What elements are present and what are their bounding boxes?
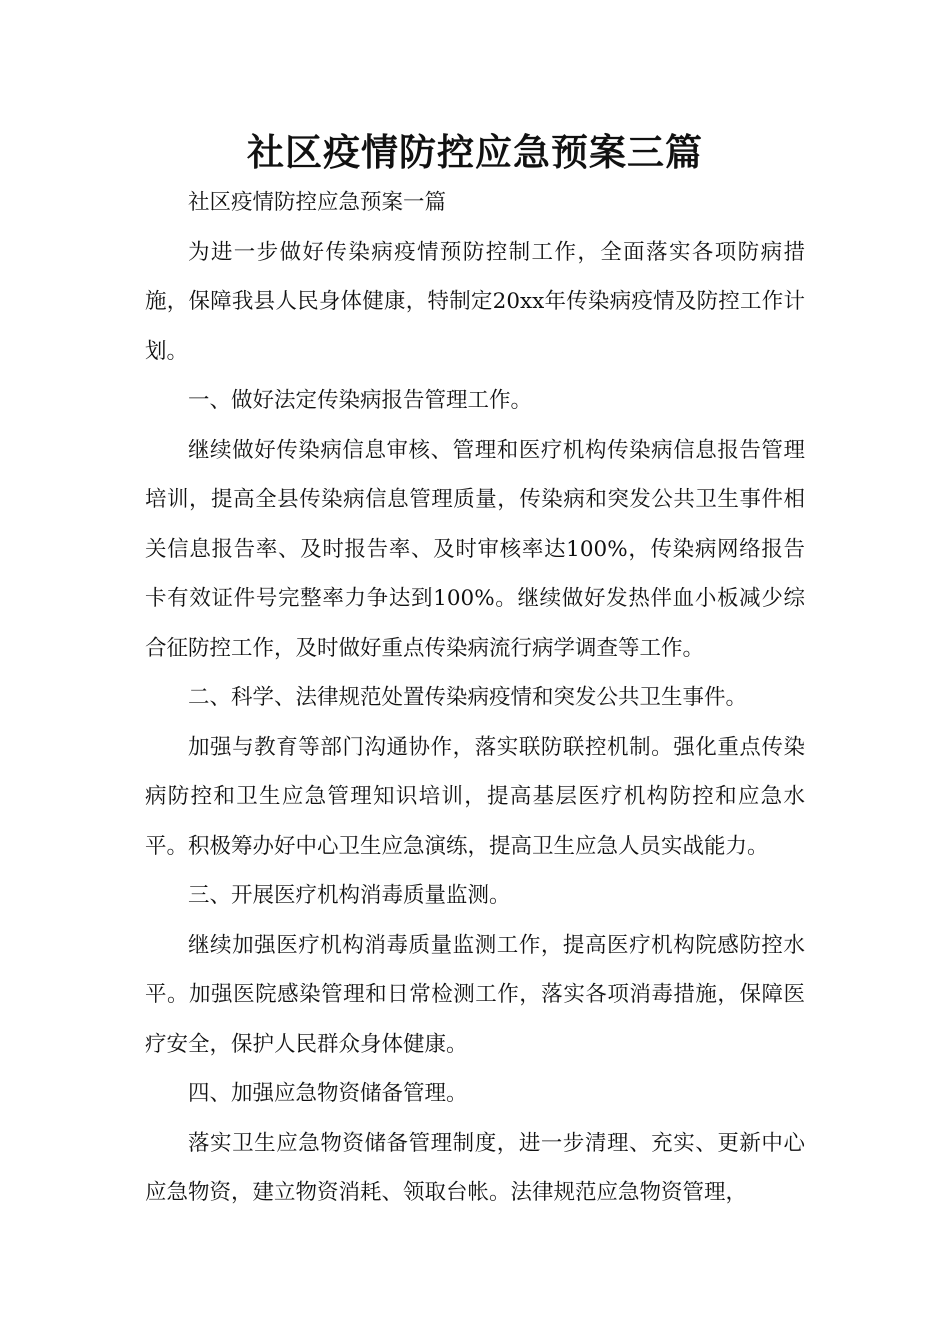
paragraph-section-4: 落实卫生应急物资储备管理制度，进一步清理、充实、更新中心应急物资，建立物资消耗、领取台帐。法律规范应急物资管理， xyxy=(145,1130,805,1205)
section-heading-3: 三、开展医疗机构消毒质量监测。 xyxy=(188,883,511,908)
paragraph-section-1: 继续做好传染病信息审核、管理和医疗机构传染病信息报告管理培训，提高全县传染病信息管理质量，传染病和突发公共卫生事件相关信息报告率、及时报告率、及时审核率达100%，传染病网络报告卡有效证件号完整率力争达到100%。继续做好发热伴血小板减少综合征防控工作，及时做好重点传染病流行病学调查等工作。 xyxy=(145,437,805,661)
paragraph-section-2: 加强与教育等部门沟通协作，落实联防联控机制。强化重点传染病防控和卫生应急管理知识培训，提高基层医疗机构防控和应急水平。积极筹办好中心卫生应急演练，提高卫生应急人员实战能力。 xyxy=(145,734,805,859)
document-body xyxy=(145,178,805,1218)
paragraph-subtitle: 社区疫情防控应急预案一篇 xyxy=(188,190,447,215)
document-title: 社区疫情防控应急预案三篇 xyxy=(247,131,703,174)
section-heading-1: 一、做好法定传染病报告管理工作。 xyxy=(188,388,533,413)
paragraph-section-3: 继续加强医疗机构消毒质量监测工作，提高医疗机构院感防控水平。加强医院感染管理和日常检测工作，落实各项消毒措施，保障医疗安全，保护人民群众身体健康。 xyxy=(145,932,805,1057)
paragraph-intro: 为进一步做好传染病疫情预防控制工作，全面落实各项防病措施，保障我县人民身体健康，特制定20xx年传染病疫情及防控工作计划。 xyxy=(145,239,805,364)
section-heading-4: 四、加强应急物资储备管理。 xyxy=(188,1081,468,1106)
section-heading-2: 二、科学、法律规范处置传染病疫情和突发公共卫生事件。 xyxy=(188,685,748,710)
